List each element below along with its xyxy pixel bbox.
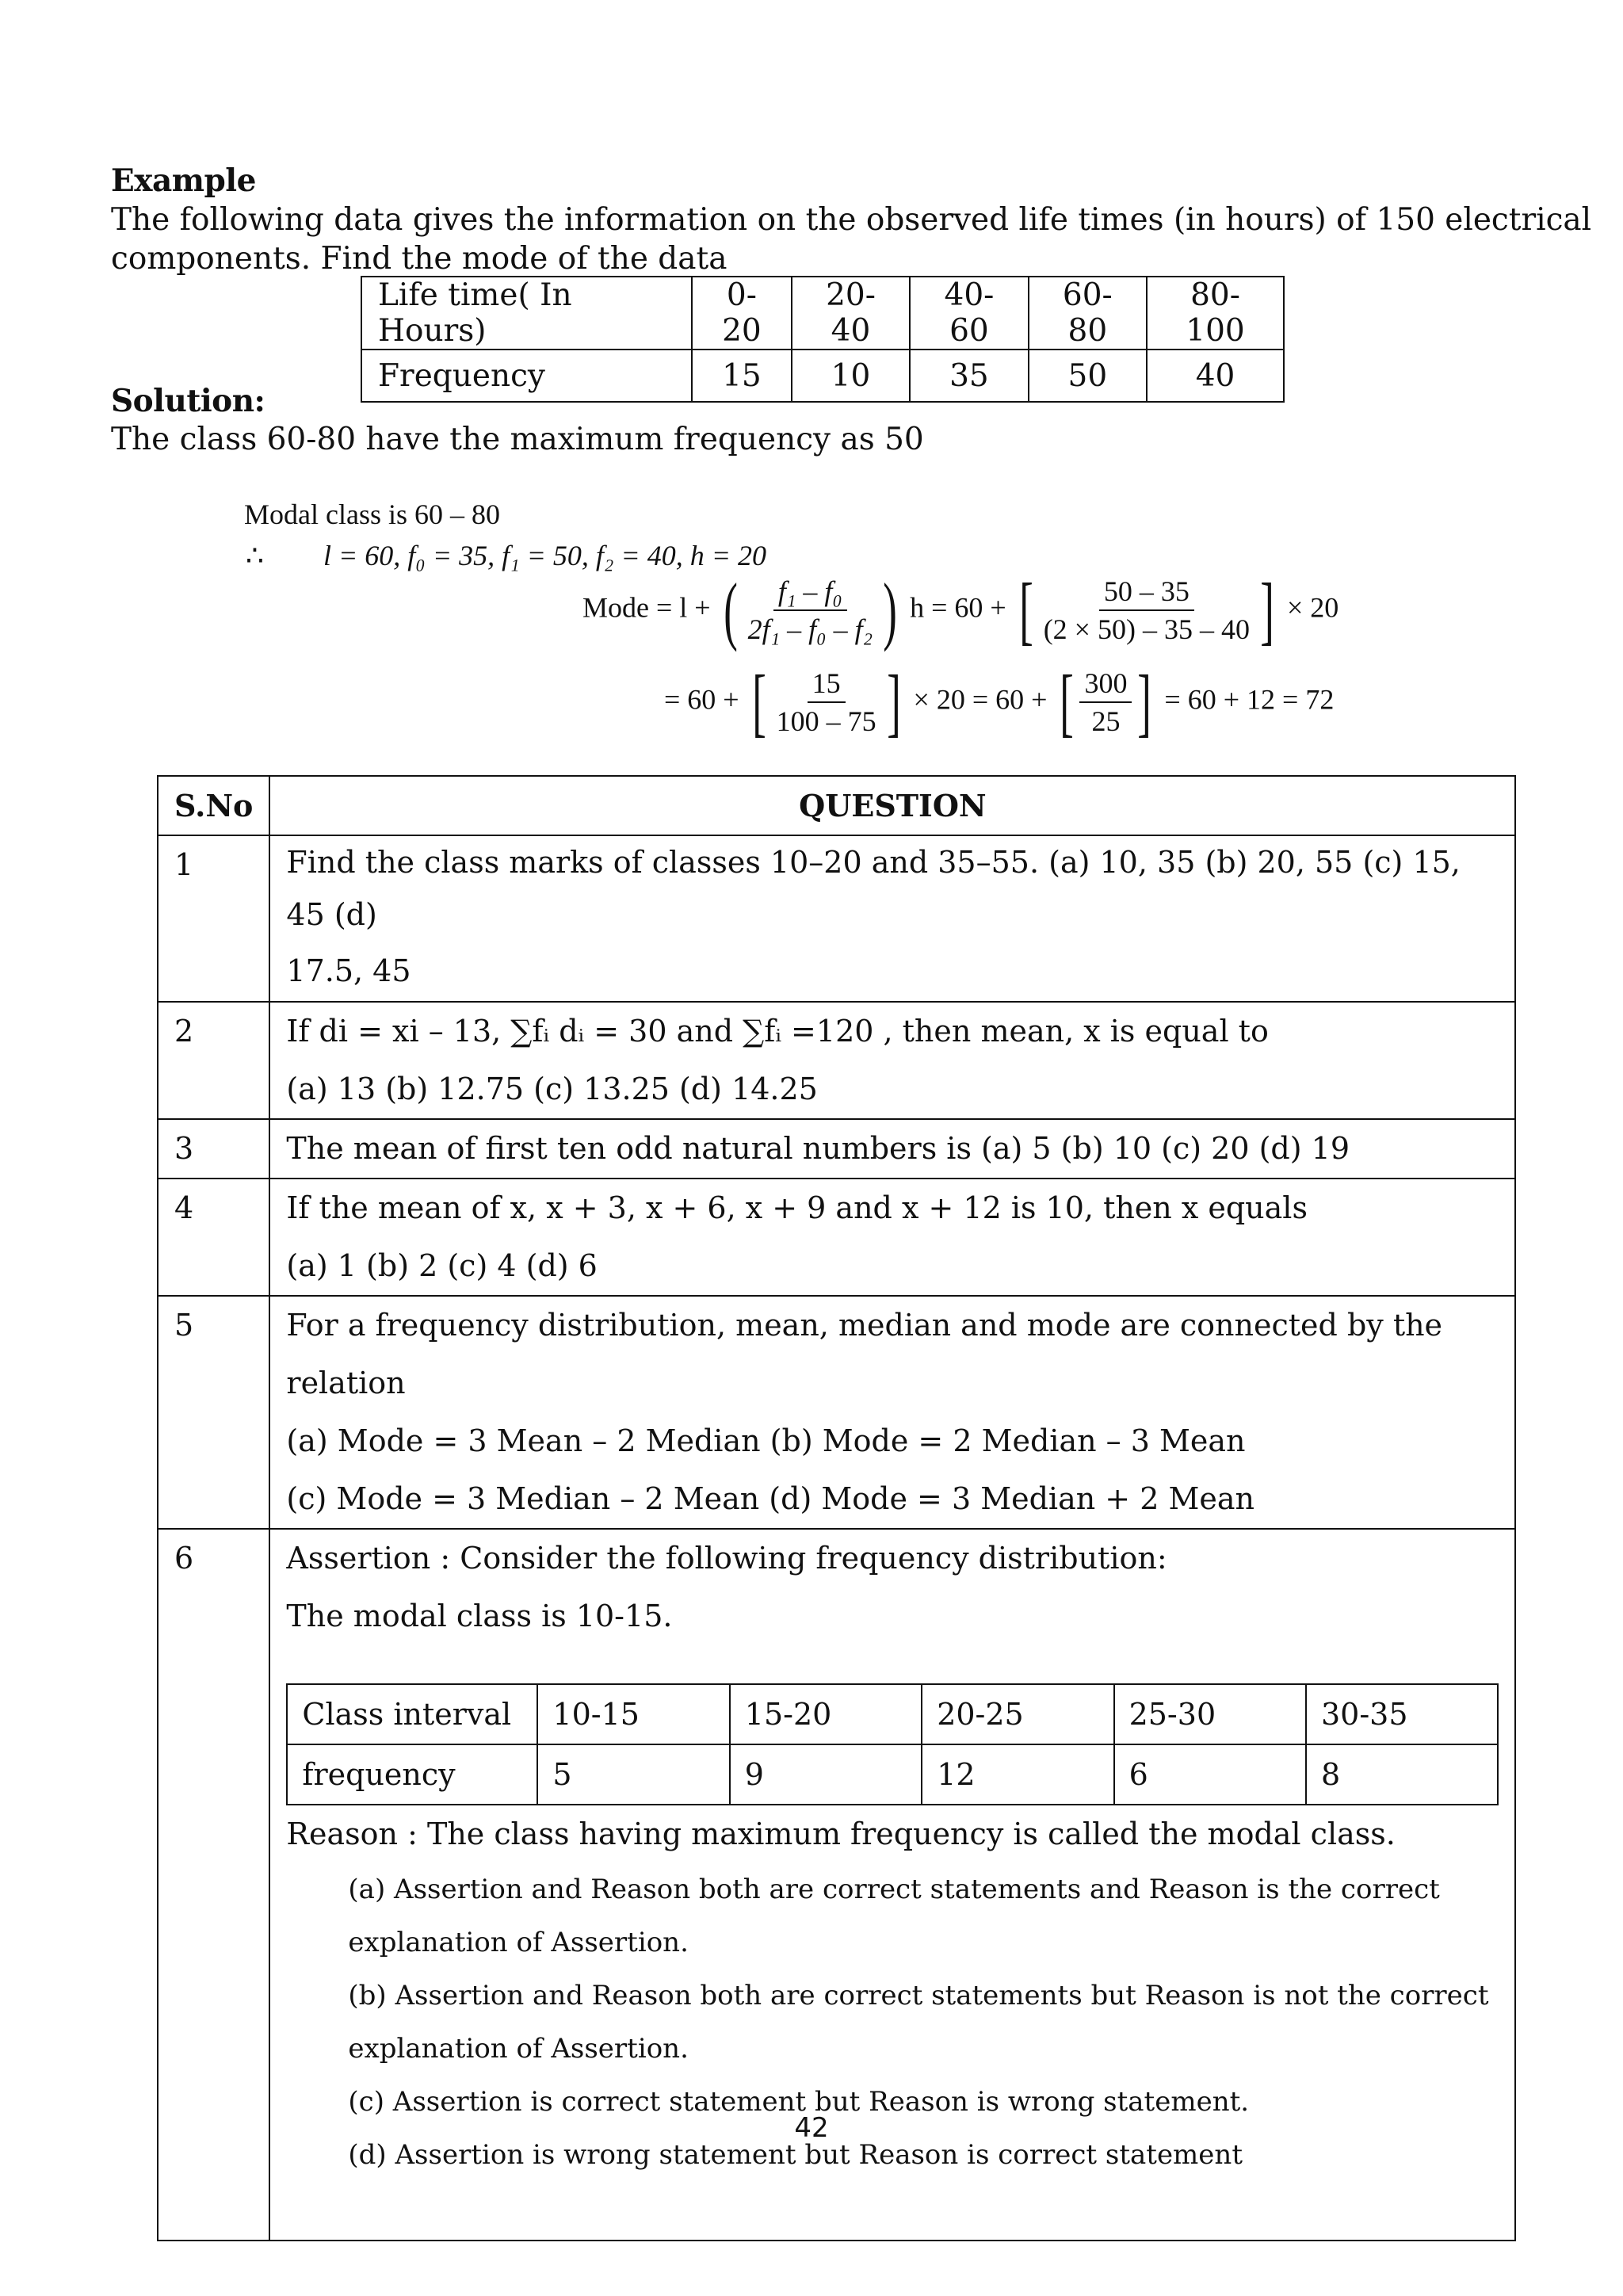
question-header: QUESTION: [269, 776, 1515, 835]
example-heading: Example: [111, 162, 256, 199]
fraction-denominator: (2 × 50) – 35 – 40: [1043, 613, 1250, 645]
times-20-equals-60: × 20 = 60 +: [913, 683, 1048, 716]
option-a-cont: explanation of Assertion.: [348, 1927, 689, 1958]
table-row: [287, 1684, 1498, 1744]
option-c: (c) Assertion is correct statement but Reason is wrong statement.: [348, 2086, 1250, 2118]
question-line: (a) 1 (b) 2 (c) 4 (d) 6: [286, 1248, 598, 1283]
assertion-text: Assertion : Consider the following frequency distribution:: [286, 1541, 1167, 1576]
question-number: 6: [158, 1529, 269, 2241]
table-header-row: [158, 776, 1515, 835]
table-header-label: Life time( In Hours): [361, 277, 692, 350]
question-row: [158, 1002, 1515, 1119]
question-number: 4: [158, 1179, 269, 1296]
modal-class-text: The modal class is 10-15.: [286, 1599, 673, 1633]
question-line: (a) Mode = 3 Mean – 2 Median (b) Mode = 2 Median – 3 Mean: [286, 1423, 1246, 1458]
table-row: [361, 277, 1284, 350]
fraction-denominator: 100 – 75: [776, 705, 876, 737]
life-time-table: [361, 276, 1285, 403]
fraction-numerator: 50 – 35: [1099, 575, 1194, 611]
class-interval-label: Class interval: [287, 1684, 537, 1744]
page-number: 42: [794, 2112, 829, 2144]
table-row-label: Frequency: [361, 350, 692, 402]
question-number: 3: [158, 1119, 269, 1179]
solution-text: The class 60-80 have the maximum frequency as 50: [111, 422, 924, 457]
question-line: (c) Mode = 3 Median – 2 Mean (d) Mode = 3 Median + 2 Mean: [286, 1481, 1254, 1516]
question-number: 1: [158, 835, 269, 1002]
question-line: For a frequency distribution, mean, median and mode are connected by the relation: [286, 1308, 1443, 1400]
frequency-cell: 50: [1029, 350, 1147, 402]
h-equals: h = 60 +: [910, 591, 1006, 624]
class-cell: 15-20: [730, 1684, 922, 1744]
sno-header: S.No: [158, 776, 269, 835]
fraction-denominator: 2f₁ – f₀ – f₂: [747, 613, 873, 645]
question-text: [269, 1296, 1515, 1529]
times-20: × 20: [1286, 591, 1339, 624]
right-paren: ): [883, 567, 897, 652]
example-text-line1: The following data gives the information on the observed life times (in hours) of 150 electrical: [111, 202, 1592, 238]
frequency-cell: 35: [910, 350, 1028, 402]
option-b-cont: explanation of Assertion.: [348, 2033, 689, 2065]
left-bracket: [: [751, 659, 766, 744]
question-row: [158, 835, 1515, 1002]
frequency-cell: 10: [792, 350, 910, 402]
fraction-3: [772, 667, 881, 738]
class-cell: 30-35: [1306, 1684, 1498, 1744]
formula-modal-class: Modal class is 60 – 80: [244, 499, 500, 530]
final-result: = 60 + 12 = 72: [1164, 683, 1335, 716]
frequency-cell: 8: [1306, 1744, 1498, 1805]
class-cell: 80-100: [1147, 277, 1284, 350]
left-bracket: [: [1060, 659, 1075, 744]
question-text: [269, 1002, 1515, 1119]
right-bracket: ]: [1137, 659, 1152, 744]
fraction-denominator: 25: [1091, 705, 1121, 737]
fraction-2: [1039, 575, 1254, 646]
solution-heading: Solution:: [111, 383, 265, 419]
right-bracket: ]: [1260, 567, 1274, 652]
question-text: [269, 1119, 1515, 1179]
class-cell: 40-60: [910, 277, 1028, 350]
option-d: (d) Assertion is wrong statement but Reason is correct statement: [348, 2139, 1243, 2171]
class-cell: 20-40: [792, 277, 910, 350]
question-row: [158, 1119, 1515, 1179]
question-line: If di = xi – 13, ∑fᵢ dᵢ = 30 and ∑fᵢ =120 , then mean, x is equal to: [286, 1014, 1269, 1049]
question-line: The mean of first ten odd natural numbers is (a) 5 (b) 10 (c) 20 (d) 19: [286, 1131, 1350, 1166]
question-line: Find the class marks of classes 10–20 and 35–55. (a) 10, 35 (b) 20, 55 (c) 15, 45 (d): [286, 845, 1461, 932]
right-bracket: ]: [886, 659, 901, 744]
question-line: (a) 13 (b) 12.75 (c) 13.25 (d) 14.25: [286, 1072, 818, 1106]
question-row: [158, 1179, 1515, 1296]
frequency-label: frequency: [287, 1744, 537, 1805]
fraction-numerator: f₁ – f₀: [773, 575, 847, 611]
questions-table: [157, 775, 1516, 2241]
question-line: If the mean of x, x + 3, x + 6, x + 9 and x + 12 is 10, then x equals: [286, 1190, 1308, 1225]
option-a: (a) Assertion and Reason both are correct statements and Reason is the correct: [348, 1874, 1440, 1905]
question-row: [158, 1296, 1515, 1529]
formula-values: l = 60, f₀ = 35, f₁ = 50, f₂ = 40, h = 20: [323, 540, 767, 571]
frequency-cell: 12: [922, 1744, 1113, 1805]
fraction-4: [1079, 667, 1132, 738]
therefore-symbol: ∴: [246, 540, 264, 571]
table-row: [287, 1744, 1498, 1805]
class-cell: 10-15: [537, 1684, 729, 1744]
question-text: [269, 1179, 1515, 1296]
reason-text: Reason : The class having maximum frequency is called the modal class.: [286, 1817, 1396, 1851]
table-row: [361, 350, 1284, 402]
class-cell: 60-80: [1029, 277, 1147, 350]
frequency-cell: 15: [692, 350, 792, 402]
fraction-numerator: 300: [1079, 667, 1132, 703]
frequency-cell: 40: [1147, 350, 1284, 402]
equals-60: = 60 +: [664, 683, 739, 716]
fraction-numerator: 15: [808, 667, 846, 703]
class-cell: 25-30: [1114, 1684, 1306, 1744]
question-number: 5: [158, 1296, 269, 1529]
formula-mode-line: [582, 567, 1339, 652]
left-paren: (: [723, 567, 738, 652]
mode-label: Mode = l +: [582, 591, 711, 624]
class-cell: 0-20: [692, 277, 792, 350]
example-text-line2: components. Find the mode of the data: [111, 241, 727, 277]
formula-result-line: [664, 659, 1335, 744]
question-line: 17.5, 45: [286, 953, 411, 988]
option-b: (b) Assertion and Reason both are correct statements but Reason is not the correct: [348, 1980, 1489, 2011]
fraction-1: [743, 575, 878, 646]
class-cell: 20-25: [922, 1684, 1113, 1744]
left-bracket: [: [1018, 567, 1033, 652]
frequency-cell: 9: [730, 1744, 922, 1805]
frequency-cell: 6: [1114, 1744, 1306, 1805]
frequency-distribution-table: [286, 1683, 1499, 1805]
frequency-cell: 5: [537, 1744, 729, 1805]
question-number: 2: [158, 1002, 269, 1119]
question-text: [269, 835, 1515, 1002]
